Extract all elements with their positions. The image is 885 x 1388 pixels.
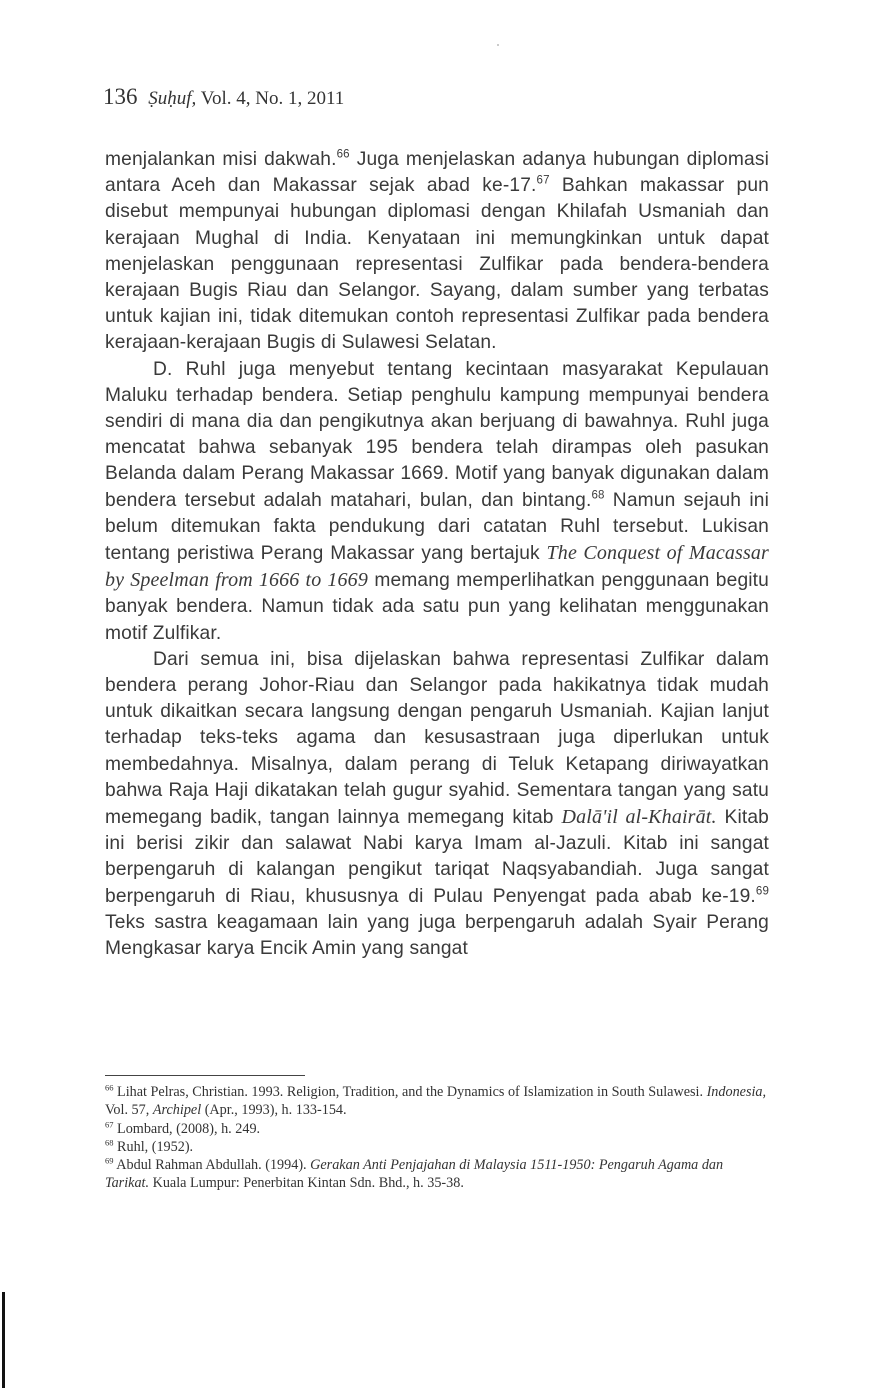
journal-issue: Vol. 4, No. 1, 2011 [200, 88, 345, 109]
journal-name: Ṣuḥuf, [148, 88, 197, 109]
body-text [105, 147, 769, 962]
footnote-number: 66 [105, 1082, 114, 1093]
footnote-reference: 67 [536, 174, 550, 187]
paragraph [105, 357, 769, 647]
text-run: Abdul Rahman Abdullah. (1994). [113, 1157, 311, 1174]
text-run: Kitab ini berisi zikir dan salawat Nabi karya Imam al-Jazuli. Kitab ini sangat berpengaruh di kalangan pengikut tariqat Naqsyabandiah. Juga sangat berpengaruh di Riau, khususnya di Pulau Penyengat pada abab ke-19. [105, 807, 769, 907]
paragraph [105, 147, 769, 357]
text-run: Lombard, (2008), h. 249. [113, 1120, 261, 1137]
scan-edge-mark [2, 1292, 5, 1388]
italic-title: Indonesia, [706, 1084, 767, 1100]
text-run: menjalankan misi dakwah. [105, 149, 337, 170]
text-run: (Apr., 1993), h. 133-154. [201, 1102, 347, 1119]
footnote [105, 1138, 769, 1156]
text-run: D. Ruhl juga menyebut tentang kecintaan masyarakat Kepulauan Maluku terhadap bendera. Setiap penghulu kampung mempunyai bendera sendiri di mana dia dan pengikutnya akan berjuang di bawahnya. Ruhl juga mencatat bahwa sebanyak 195 bendera telah dirampas oleh pasukan Belanda dalam Perang Makassar 1669. Motif yang banyak digunakan dalam bendera tersebut adalah matahari, bulan, dan bintang. [105, 358, 769, 511]
italic-title: Dalā'il al-Khairāt. [561, 806, 717, 829]
italic-title: Archipel [152, 1102, 202, 1119]
text-run: Bahkan makassar pun disebut mempunyai hubungan diplomasi dengan Khilafah Usmaniah dan kerajaan Mughal di India. Kenyataan ini memungkinkan untuk dapat menjelaskan penggunaan representasi Zulfikar pada bendera-bendera kerajaan Bugis Riau dan Selangor. Sayang, dalam sumber yang terbatas untuk kajian ini, tidak ditemukan contoh representasi Zulfikar pada bendera kerajaan-kerajaan Bugis di Sulawesi Selatan. [105, 175, 769, 354]
paragraph [105, 647, 769, 962]
text-run: Vol. 57, [105, 1102, 153, 1119]
text-run: Ruhl, (1952). [113, 1138, 194, 1155]
footnotes [105, 1083, 769, 1193]
text-run: Lihat Pelras, Christian. 1993. Religion, Tradition, and the Dynamics of Islamization in South Sulawesi. [113, 1084, 707, 1100]
footnote-number: 68 [105, 1137, 114, 1148]
footnote-divider [105, 1075, 305, 1076]
text-run: Teks sastra keagamaan lain yang juga berpengaruh adalah Syair Perang Mengkasar karya Encik Amin yang sangat [105, 911, 769, 960]
running-header [103, 84, 344, 110]
page-number: 136 [103, 84, 138, 109]
footnote-reference: 66 [336, 148, 350, 161]
text-run: memang memperlihatkan penggunaan begitu banyak bendera. Namun tidak ada satu pun yang kelihatan menggunakan motif Zulfikar. [105, 570, 769, 644]
text-run: Kuala Lumpur: Penerbitan Kintan Sdn. Bhd., h. 35-38. [149, 1175, 464, 1192]
footnote-number: 69 [105, 1155, 114, 1166]
text-run: Juga menjelaskan adanya hubungan diplomasi antara Aceh dan Makassar sejak abad ke-17. [105, 149, 769, 197]
footnote [105, 1120, 769, 1138]
text-run: Dari semua ini, bisa dijelaskan bahwa representasi Zulfikar dalam bendera perang Johor-Riau dan Selangor pada hakikatnya tidak mudah untuk dikaitkan secara langsung dengan pengaruh Usmaniah. Kajian lanjut terhadap teks-teks agama dan kesusastraan juga diperlukan untuk membedahnya. Misalnya, dalam perang di Teluk Ketapang diriwayatkan bahwa Raja Haji dikatakan telah gugur syahid. Sementara tangan yang satu memegang badik, tangan lainnya memegang kitab [105, 648, 769, 829]
text-run: Namun sejauh ini belum ditemukan fakta pendukung dari catatan Ruhl tersebut. Lukisan tentang peristiwa Perang Makassar yang bertajuk [105, 489, 769, 565]
footnote-reference: 69 [755, 885, 769, 898]
scan-speck [497, 44, 499, 46]
italic-title: The Conquest of Macassar by Speelman from 1666 to 1669 [105, 542, 769, 592]
footnote-reference: 68 [591, 489, 605, 502]
footnote [105, 1083, 769, 1120]
italic-title: Gerakan Anti Penjajahan di Malaysia 1511-1950: Pengaruh Agama dan Tarikat. [105, 1157, 724, 1192]
footnote [105, 1156, 769, 1193]
footnote-number: 67 [105, 1118, 114, 1129]
